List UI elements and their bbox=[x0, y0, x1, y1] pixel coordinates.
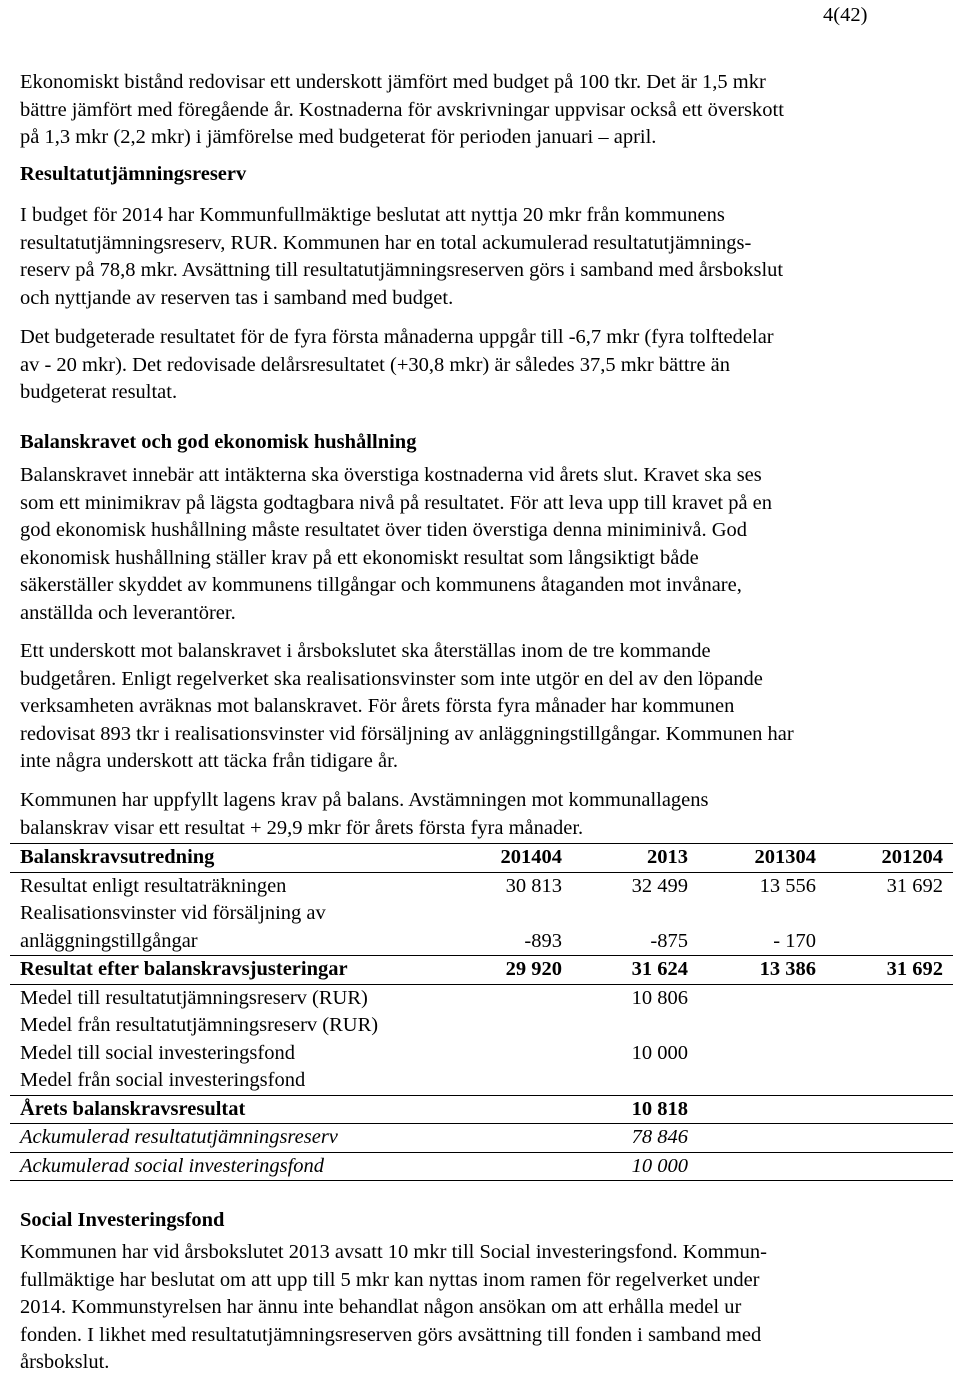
cell-value bbox=[826, 1095, 953, 1124]
cell-value bbox=[445, 1152, 572, 1181]
table-row bbox=[10, 1124, 953, 1153]
text-line: balanskrav visar ett resultat + 29,9 mkr för årets första fyra månader. bbox=[20, 816, 584, 839]
cell-value: -875 bbox=[572, 900, 698, 956]
text-line: verksamheten avräknas mot balanskravet. För årets första fyra månader har kommunen bbox=[20, 695, 735, 717]
text-line: Kommunen har uppfyllt lagens krav på balans. Avstämningen mot kommunallagens bbox=[20, 789, 709, 811]
cell-value bbox=[445, 1067, 572, 1095]
text-line: inte några underskott att täcka från tidigare år. bbox=[20, 750, 398, 772]
cell-value: 32 499 bbox=[631, 874, 688, 897]
text-line: anställda och leverantörer. bbox=[20, 601, 236, 624]
cell-value bbox=[826, 1124, 953, 1153]
row-label: Resultat efter balanskravsjusteringar bbox=[10, 956, 445, 985]
intro-paragraph bbox=[20, 69, 950, 152]
row-label: Resultat enligt resultaträkningen bbox=[20, 874, 287, 897]
rur-paragraph-1 bbox=[20, 202, 950, 312]
text-line: fullmäktige har beslutat om att upp till 5 mkr kan nyttas inom ramen för regelverket under bbox=[20, 1268, 760, 1291]
rur-paragraph-2 bbox=[20, 324, 950, 407]
table-header-row bbox=[10, 844, 953, 873]
section-heading-rur: Resultatutjämningsreserv bbox=[20, 163, 247, 185]
text-line: redovisat 893 tkr i realisationsvinster vid försäljning av anläggningstillgångar. Kommunen har bbox=[20, 722, 794, 745]
balans-paragraph-2 bbox=[20, 638, 950, 776]
table-row bbox=[10, 1067, 953, 1095]
text-line: god ekonomisk hushållning måste resultatet över tiden överstiga denna miniminivå. God bbox=[20, 519, 748, 541]
cell-value: 31 692 bbox=[886, 874, 943, 897]
text-line: bättre jämfört med föregående år. Kostnaderna för avskrivningar uppvisar också ett överskott bbox=[20, 98, 784, 121]
cell-value bbox=[826, 1067, 953, 1095]
cell-value bbox=[826, 1152, 953, 1181]
table-header-cell: Balanskravsutredning bbox=[10, 844, 445, 873]
text-line: Det budgeterade resultatet för de fyra första månaderna uppgår till -6,7 mkr (fyra tolftedelar bbox=[20, 326, 774, 348]
cell-value: 10 818 bbox=[572, 1095, 698, 1124]
text-line: fonden. I likhet med resultatutjämningsreserven görs avsättning till fonden i samband med bbox=[20, 1323, 762, 1346]
cell-value: -893 bbox=[445, 900, 572, 956]
cell-value bbox=[445, 1040, 572, 1068]
cell-value: 10 806 bbox=[631, 986, 688, 1009]
table-row bbox=[10, 1012, 953, 1040]
cell-value bbox=[698, 984, 826, 1012]
cell-value bbox=[698, 1012, 826, 1040]
row-label-line: anläggningstillgångar bbox=[20, 929, 198, 952]
text-line: på 1,3 mkr (2,2 mkr) i jämförelse med budgeterat för perioden januari – april. bbox=[20, 126, 657, 148]
cell-value: 30 813 bbox=[505, 874, 562, 897]
cell-value bbox=[826, 1040, 953, 1068]
text-line: säkerställer skyddet av kommunens tillgångar och kommunens åtaganden mot invånare, bbox=[20, 574, 742, 596]
row-label-line: Realisationsvinster vid försäljning av bbox=[20, 902, 326, 924]
balanskrav-table bbox=[10, 843, 953, 1181]
cell-value bbox=[572, 1067, 698, 1095]
table-header-cell: 2013 bbox=[572, 844, 698, 873]
row-label: Årets balanskravsresultat bbox=[10, 1095, 445, 1124]
cell-value: 10 000 bbox=[572, 1152, 698, 1181]
row-label: Medel till social investeringsfond bbox=[20, 1041, 295, 1064]
table-row bbox=[10, 1040, 953, 1068]
cell-value: 13 556 bbox=[759, 874, 816, 897]
cell-value bbox=[698, 1095, 826, 1124]
text-line: Kommunen har vid årsbokslutet 2013 avsatt 10 mkr till Social investeringsfond. Kommun- bbox=[20, 1241, 768, 1263]
cell-value bbox=[826, 900, 953, 956]
text-line: reserv på 78,8 mkr. Avsättning till resultatutjämningsreserven görs i samband med årsbokslut bbox=[20, 259, 784, 281]
row-label: Ackumulerad social investeringsfond bbox=[10, 1152, 445, 1181]
table-row bbox=[10, 956, 953, 985]
text-line: ekonomisk hushållning ställer krav på ett ekonomiskt resultat som långsiktigt både bbox=[20, 546, 699, 569]
section-heading-social: Social Investeringsfond bbox=[20, 1209, 225, 1231]
cell-value: 31 692 bbox=[826, 956, 953, 985]
text-line: resultatutjämningsreserv, RUR. Kommunen har en total ackumulerad resultatutjämnings- bbox=[20, 231, 752, 254]
text-line: budgetåren. Enligt regelverket ska realisationsvinster som inte utgör en del av den löpande bbox=[20, 667, 763, 690]
text-line: som ett minimikrav på lägsta godtagbara nivå på resultatet. För att leva upp till kravet på en bbox=[20, 491, 773, 514]
section-heading-balans: Balanskravet och god ekonomisk hushållning bbox=[20, 431, 417, 453]
cell-value bbox=[445, 984, 572, 1012]
table-row bbox=[10, 1152, 953, 1181]
page-number: 4(42) bbox=[823, 4, 868, 26]
cell-value: 13 386 bbox=[698, 956, 826, 985]
text-line: Ekonomiskt bistånd redovisar ett underskott jämfört med budget på 100 tkr. Det är 1,5 mkr bbox=[20, 71, 766, 93]
row-label bbox=[10, 900, 445, 956]
cell-value: 29 920 bbox=[445, 956, 572, 985]
text-line: budgeterat resultat. bbox=[20, 381, 178, 403]
table-header-cell: 201304 bbox=[698, 844, 826, 873]
cell-value: - 170 bbox=[698, 900, 826, 956]
text-line: och nyttjande av reserven tas i samband med budget. bbox=[20, 286, 454, 309]
text-line: I budget för 2014 har Kommunfullmäktige beslutat att nyttja 20 mkr från kommunens bbox=[20, 204, 725, 226]
text-line: av - 20 mkr). Det redovisade delårsresultatet (+30,8 mkr) är således 37,5 mkr bättre än bbox=[20, 353, 731, 376]
cell-value bbox=[826, 984, 953, 1012]
table-row bbox=[10, 1095, 953, 1124]
row-label: Medel från resultatutjämningsreserv (RUR) bbox=[20, 1014, 379, 1036]
cell-value bbox=[572, 1012, 698, 1040]
balans-paragraph-3 bbox=[20, 787, 950, 842]
text-line: 2014. Kommunstyrelsen har ännu inte behandlat någon ansökan om att erhålla medel ur bbox=[20, 1296, 742, 1318]
cell-value bbox=[698, 1124, 826, 1153]
cell-value: 31 624 bbox=[572, 956, 698, 985]
cell-value bbox=[445, 1124, 572, 1153]
table-header-cell: 201204 bbox=[826, 844, 953, 873]
table-row bbox=[10, 872, 953, 900]
cell-value bbox=[698, 1067, 826, 1095]
text-line: Balanskravet innebär att intäkterna ska överstiga kostnaderna vid årets slut. Kravet ska ses bbox=[20, 464, 762, 486]
table-row bbox=[10, 900, 953, 956]
row-label: Ackumulerad resultatutjämningsreserv bbox=[10, 1124, 445, 1153]
table-row bbox=[10, 984, 953, 1012]
cell-value: 10 000 bbox=[631, 1041, 688, 1064]
cell-value bbox=[445, 1012, 572, 1040]
text-line: årsbokslut. bbox=[20, 1351, 110, 1373]
social-paragraph bbox=[20, 1239, 950, 1377]
cell-value bbox=[698, 1040, 826, 1068]
table-header-cell: 201404 bbox=[445, 844, 572, 873]
row-label: Medel till resultatutjämningsreserv (RUR) bbox=[20, 986, 368, 1009]
cell-value bbox=[698, 1152, 826, 1181]
balans-paragraph-1 bbox=[20, 462, 950, 627]
text-line: Ett underskott mot balanskravet i årsbokslutet ska återställas inom de tre kommande bbox=[20, 640, 711, 662]
cell-value bbox=[445, 1095, 572, 1124]
row-label: Medel från social investeringsfond bbox=[10, 1067, 445, 1095]
cell-value bbox=[826, 1012, 953, 1040]
cell-value: 78 846 bbox=[572, 1124, 698, 1153]
